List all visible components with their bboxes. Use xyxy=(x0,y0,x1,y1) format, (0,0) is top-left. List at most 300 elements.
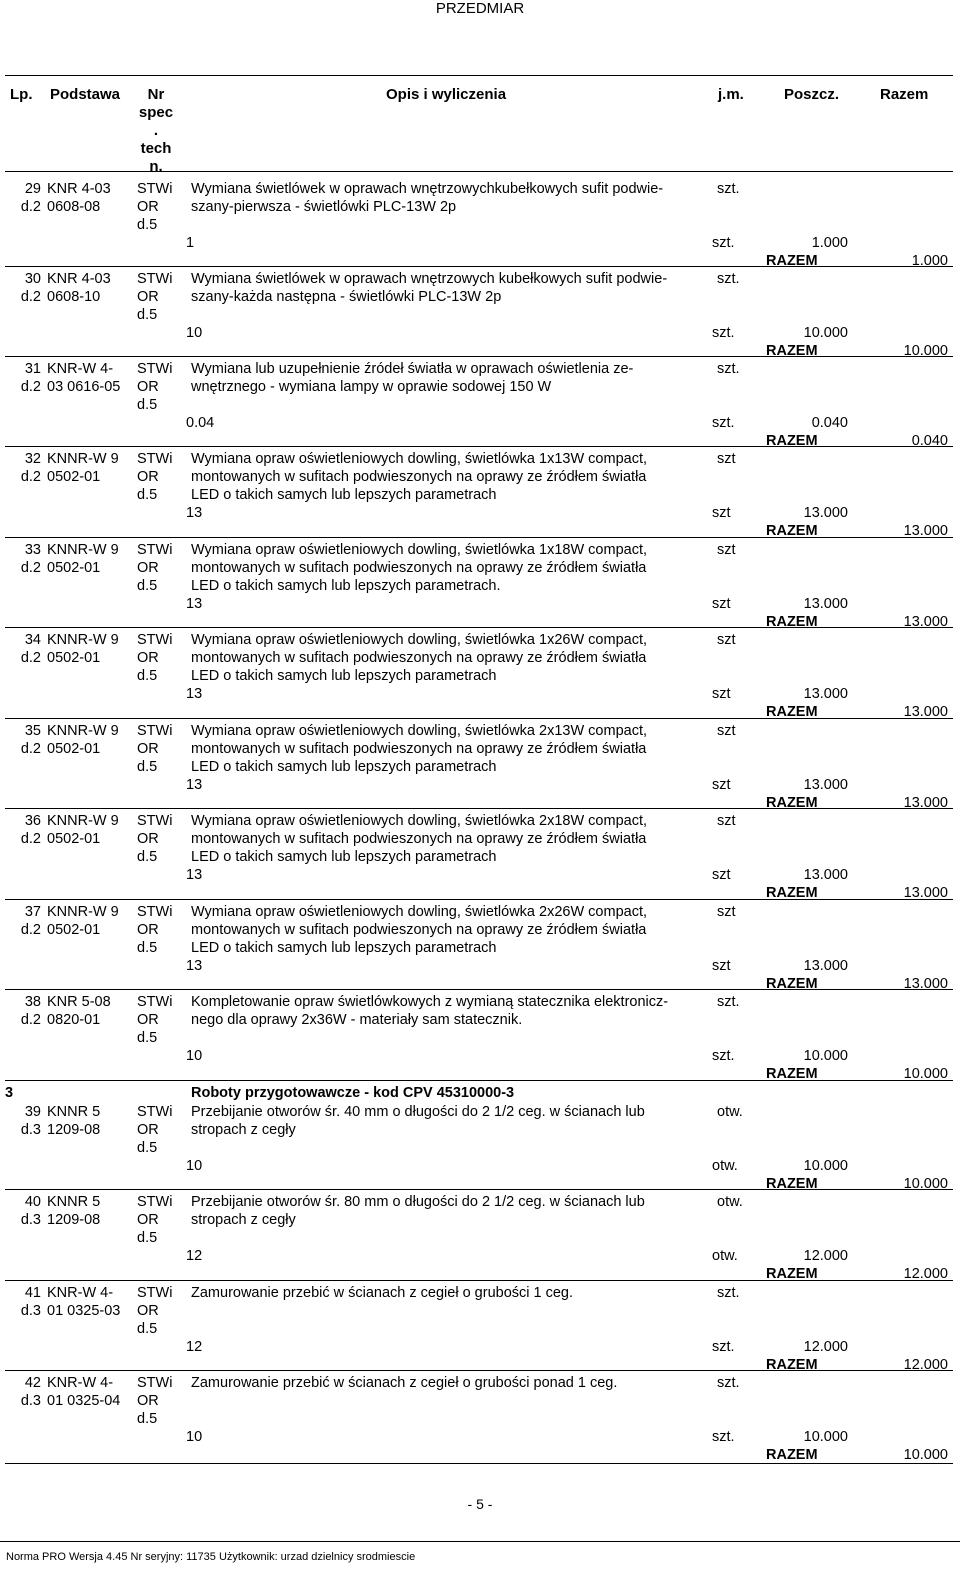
item-nr-spec-line: STWi xyxy=(137,361,173,377)
item-description-line: montowanych w sufitach podwieszonych na oprawy ze źródłem światła xyxy=(191,650,647,666)
item-podstawa xyxy=(47,1284,137,1320)
total-label: RAZEM xyxy=(766,976,818,992)
item-podstawa-line: KNR-W 4- xyxy=(47,1375,114,1391)
item-nr-spec-line: d.5 xyxy=(137,307,158,323)
calc-unit: szt xyxy=(712,596,731,612)
item-lp-line: d.2 xyxy=(20,289,41,305)
item-description-line: stropach z cegły xyxy=(191,1212,296,1228)
item-description-line: szany-każda następna - świetlówki PLC-13W 2p xyxy=(191,289,502,305)
header-top-rule xyxy=(5,75,953,76)
total-value: 10.000 xyxy=(903,1447,948,1463)
section-number: 3 xyxy=(5,1085,14,1101)
item-lp-line: d.2 xyxy=(20,831,41,847)
calc-value: 10 xyxy=(186,1048,203,1064)
item-podstawa-line: 0608-08 xyxy=(47,199,101,215)
calc-value: 12 xyxy=(186,1339,203,1355)
item-lp-line: 36 xyxy=(24,813,41,829)
total-label: RAZEM xyxy=(766,523,818,539)
item-podstawa-line: 01 0325-04 xyxy=(47,1393,121,1409)
col-header-lp: Lp. xyxy=(10,86,33,103)
item-lp-line: 37 xyxy=(24,904,41,920)
total-value: 13.000 xyxy=(903,885,948,901)
total-label: RAZEM xyxy=(766,1066,818,1082)
calc-partial: 12.000 xyxy=(803,1248,848,1264)
total-value: 0.040 xyxy=(911,433,948,449)
row-separator xyxy=(5,537,953,538)
col-header-opis: Opis i wyliczenia xyxy=(386,86,507,103)
item-nr-spec xyxy=(137,812,187,866)
item-unit: szt xyxy=(717,904,736,920)
item-nr-spec xyxy=(137,541,187,595)
item-lp-line: d.3 xyxy=(20,1122,41,1138)
item-podstawa xyxy=(47,631,137,667)
item-podstawa-line: KNNR-W 9 xyxy=(47,904,119,920)
item-podstawa-line: 0502-01 xyxy=(47,741,101,757)
item-lp xyxy=(5,1103,41,1139)
item-podstawa xyxy=(47,270,137,306)
item-unit: szt xyxy=(717,723,736,739)
item-unit: szt xyxy=(717,813,736,829)
item-nr-spec xyxy=(137,360,187,414)
item-nr-spec-line: OR xyxy=(137,1012,159,1028)
item-nr-spec-line: OR xyxy=(137,379,159,395)
calc-partial: 13.000 xyxy=(803,505,848,521)
calc-partial: 1.000 xyxy=(811,235,848,251)
item-description-line: Zamurowanie przebić w ścianach z cegieł o grubości ponad 1 ceg. xyxy=(191,1375,618,1391)
item-nr-spec-line: STWi xyxy=(137,994,173,1010)
item-unit: szt. xyxy=(717,181,740,197)
total-label: RAZEM xyxy=(766,795,818,811)
item-description xyxy=(191,270,701,306)
item-podstawa-line: 0502-01 xyxy=(47,831,101,847)
row-separator xyxy=(5,718,953,719)
item-description xyxy=(191,180,701,216)
item-description xyxy=(191,1284,701,1302)
item-description-line: szany-pierwsza - świetlówki PLC-13W 2p xyxy=(191,199,457,215)
item-nr-spec-line: STWi xyxy=(137,904,173,920)
item-nr-spec-line: STWi xyxy=(137,723,173,739)
item-description-line: Wymiana opraw oświetleniowych dowling, świetlówka 1x18W compact, xyxy=(191,542,647,558)
total-label: RAZEM xyxy=(766,885,818,901)
calc-partial: 12.000 xyxy=(803,1339,848,1355)
item-lp xyxy=(5,180,41,216)
footer-rule xyxy=(0,1541,960,1542)
item-description-line: Wymiana lub uzupełnienie źródeł światła w oprawach oświetlenia ze- xyxy=(191,361,634,377)
calc-unit: szt xyxy=(712,505,731,521)
item-podstawa-line: KNR 5-08 xyxy=(47,994,111,1010)
item-description-line: montowanych w sufitach podwieszonych na oprawy ze źródłem światła xyxy=(191,831,647,847)
total-label: RAZEM xyxy=(766,253,818,269)
item-nr-spec xyxy=(137,631,187,685)
item-podstawa-line: KNR 4-03 xyxy=(47,271,111,287)
item-podstawa-line: 01 0325-03 xyxy=(47,1303,121,1319)
item-description-line: Wymiana opraw oświetleniowych dowling, świetlówka 2x13W compact, xyxy=(191,723,647,739)
header-bottom-rule xyxy=(5,171,953,172)
item-lp-line: d.2 xyxy=(20,560,41,576)
item-lp-line: d.2 xyxy=(20,199,41,215)
total-value: 13.000 xyxy=(903,704,948,720)
item-lp-line: d.2 xyxy=(20,379,41,395)
item-description-line: LED o takich samych lub lepszych parametrach xyxy=(191,668,497,684)
item-lp-line: 34 xyxy=(24,632,41,648)
item-nr-spec xyxy=(137,450,187,504)
item-unit: otw. xyxy=(717,1194,743,1210)
item-description-line: LED o takich samych lub lepszych parametrach xyxy=(191,487,497,503)
calc-unit: szt xyxy=(712,867,731,883)
item-description xyxy=(191,993,701,1029)
item-nr-spec-line: OR xyxy=(137,199,159,215)
item-lp-line: 32 xyxy=(24,451,41,467)
item-podstawa xyxy=(47,993,137,1029)
item-description xyxy=(191,1193,701,1229)
total-label: RAZEM xyxy=(766,1447,818,1463)
item-nr-spec-line: d.5 xyxy=(137,1321,158,1337)
item-unit: szt. xyxy=(717,361,740,377)
row-separator xyxy=(5,446,953,447)
item-lp-line: d.2 xyxy=(20,741,41,757)
total-label: RAZEM xyxy=(766,614,818,630)
calc-partial: 13.000 xyxy=(803,867,848,883)
item-nr-spec-line: OR xyxy=(137,289,159,305)
item-unit: szt. xyxy=(717,1285,740,1301)
item-lp-line: d.2 xyxy=(20,650,41,666)
item-description xyxy=(191,450,701,504)
item-podstawa xyxy=(47,722,137,758)
calc-value: 10 xyxy=(186,1429,203,1445)
total-value: 10.000 xyxy=(903,343,948,359)
item-description-line: Przebijanie otworów śr. 40 mm o długości do 2 1/2 ceg. w ścianach lub xyxy=(191,1104,645,1120)
item-nr-spec-line: OR xyxy=(137,1212,159,1228)
row-separator xyxy=(5,1280,953,1281)
calc-partial: 10.000 xyxy=(803,1429,848,1445)
calc-value: 10 xyxy=(186,325,203,341)
calc-unit: szt xyxy=(712,686,731,702)
item-podstawa-line: KNR-W 4- xyxy=(47,1285,114,1301)
item-podstawa xyxy=(47,360,137,396)
total-label: RAZEM xyxy=(766,1176,818,1192)
item-description-line: LED o takich samych lub lepszych parametrach. xyxy=(191,578,501,594)
item-podstawa-line: KNNR 5 xyxy=(47,1104,101,1120)
item-unit: szt. xyxy=(717,271,740,287)
item-description-line: Przebijanie otworów śr. 80 mm o długości do 2 1/2 ceg. w ścianach lub xyxy=(191,1194,645,1210)
item-description-line: stropach z cegły xyxy=(191,1122,296,1138)
item-podstawa-line: KNNR-W 9 xyxy=(47,542,119,558)
total-value: 12.000 xyxy=(903,1357,948,1373)
item-nr-spec-line: d.5 xyxy=(137,759,158,775)
item-nr-spec-line: d.5 xyxy=(137,397,158,413)
item-nr-spec-line: STWi xyxy=(137,1375,173,1391)
col-header-nr-spec-line: n. xyxy=(149,158,163,175)
item-podstawa-line: 1209-08 xyxy=(47,1122,101,1138)
col-header-nr-spec xyxy=(138,86,174,176)
total-label: RAZEM xyxy=(766,433,818,449)
item-podstawa xyxy=(47,903,137,939)
item-podstawa-line: KNNR-W 9 xyxy=(47,632,119,648)
calc-partial: 10.000 xyxy=(803,1048,848,1064)
calc-partial: 13.000 xyxy=(803,686,848,702)
row-separator xyxy=(5,899,953,900)
item-lp-line: d.3 xyxy=(20,1393,41,1409)
item-description-line: LED o takich samych lub lepszych parametrach xyxy=(191,849,497,865)
calc-unit: szt. xyxy=(712,1429,735,1445)
item-unit: szt xyxy=(717,632,736,648)
calc-value: 13 xyxy=(186,686,203,702)
calc-unit: szt. xyxy=(712,325,735,341)
item-podstawa-line: 0502-01 xyxy=(47,469,101,485)
item-nr-spec-line: d.5 xyxy=(137,1140,158,1156)
calc-partial: 13.000 xyxy=(803,777,848,793)
row-separator xyxy=(5,1463,953,1464)
row-separator xyxy=(5,1370,953,1371)
item-nr-spec-line: OR xyxy=(137,831,159,847)
item-podstawa-line: 1209-08 xyxy=(47,1212,101,1228)
item-lp-line: 31 xyxy=(24,361,41,377)
item-lp xyxy=(5,812,41,848)
item-podstawa xyxy=(47,1103,137,1139)
item-description-line: nego dla oprawy 2x36W - materiały sam statecznik. xyxy=(191,1012,523,1028)
item-nr-spec-line: OR xyxy=(137,650,159,666)
item-description-line: montowanych w sufitach podwieszonych na oprawy ze źródłem światła xyxy=(191,922,647,938)
item-description-line: Zamurowanie przebić w ścianach z cegieł o grubości 1 ceg. xyxy=(191,1285,574,1301)
item-nr-spec-line: d.5 xyxy=(137,849,158,865)
item-lp-line: d.2 xyxy=(20,469,41,485)
row-separator xyxy=(5,1189,953,1190)
item-nr-spec-line: d.5 xyxy=(137,1030,158,1046)
calc-value: 0.04 xyxy=(186,415,215,431)
calc-partial: 10.000 xyxy=(803,1158,848,1174)
calc-value: 1 xyxy=(186,235,195,251)
item-lp-line: d.3 xyxy=(20,1303,41,1319)
col-header-nr-spec-line: Nr xyxy=(147,86,165,103)
row-separator xyxy=(5,266,953,267)
item-description-line: montowanych w sufitach podwieszonych na oprawy ze źródłem światła xyxy=(191,560,647,576)
item-unit: szt xyxy=(717,451,736,467)
col-header-podstawa: Podstawa xyxy=(50,86,121,103)
item-lp-line: d.3 xyxy=(20,1212,41,1228)
item-nr-spec-line: STWi xyxy=(137,1104,173,1120)
item-lp xyxy=(5,1193,41,1229)
item-podstawa-line: 0502-01 xyxy=(47,922,101,938)
calc-unit: otw. xyxy=(712,1248,738,1264)
item-description xyxy=(191,722,701,776)
item-nr-spec-line: d.5 xyxy=(137,217,158,233)
item-lp xyxy=(5,993,41,1029)
item-nr-spec-line: d.5 xyxy=(137,487,158,503)
item-podstawa-line: 0502-01 xyxy=(47,650,101,666)
calc-value: 13 xyxy=(186,505,203,521)
item-podstawa xyxy=(47,180,137,216)
item-podstawa-line: 03 0616-05 xyxy=(47,379,121,395)
item-nr-spec-line: STWi xyxy=(137,1285,173,1301)
item-lp-line: d.2 xyxy=(20,922,41,938)
calc-partial: 10.000 xyxy=(803,325,848,341)
item-description-line: Wymiana opraw oświetleniowych dowling, świetlówka 2x18W compact, xyxy=(191,813,647,829)
total-value: 13.000 xyxy=(903,976,948,992)
col-header-nr-spec-line: spec xyxy=(138,104,174,121)
item-nr-spec-line: d.5 xyxy=(137,940,158,956)
item-description xyxy=(191,541,701,595)
item-lp-line: 40 xyxy=(24,1194,41,1210)
item-unit: szt. xyxy=(717,994,740,1010)
item-nr-spec-line: STWi xyxy=(137,181,173,197)
calc-unit: otw. xyxy=(712,1158,738,1174)
item-nr-spec-line: OR xyxy=(137,560,159,576)
item-lp-line: 39 xyxy=(24,1104,41,1120)
item-podstawa-line: KNNR-W 9 xyxy=(47,723,119,739)
item-podstawa-line: KNNR 5 xyxy=(47,1194,101,1210)
total-value: 1.000 xyxy=(911,253,948,269)
item-nr-spec-line: OR xyxy=(137,922,159,938)
item-unit: szt. xyxy=(717,1375,740,1391)
calc-unit: szt. xyxy=(712,1339,735,1355)
item-podstawa xyxy=(47,541,137,577)
item-description-line: Wymiana opraw oświetleniowych dowling, świetlówka 1x13W compact, xyxy=(191,451,647,467)
item-description-line: Wymiana opraw oświetleniowych dowling, świetlówka 2x26W compact, xyxy=(191,904,647,920)
item-nr-spec-line: STWi xyxy=(137,632,173,648)
calc-value: 12 xyxy=(186,1248,203,1264)
item-lp-line: 42 xyxy=(24,1375,41,1391)
item-nr-spec xyxy=(137,1284,187,1338)
item-description xyxy=(191,812,701,866)
item-nr-spec-line: STWi xyxy=(137,813,173,829)
item-nr-spec-line: STWi xyxy=(137,451,173,467)
item-nr-spec xyxy=(137,1103,187,1157)
item-lp xyxy=(5,631,41,667)
total-label: RAZEM xyxy=(766,343,818,359)
item-nr-spec xyxy=(137,270,187,324)
item-unit: szt xyxy=(717,542,736,558)
row-separator xyxy=(5,808,953,809)
item-description xyxy=(191,631,701,685)
item-lp-line: 35 xyxy=(24,723,41,739)
item-lp xyxy=(5,1374,41,1410)
total-value: 10.000 xyxy=(903,1066,948,1082)
item-nr-spec xyxy=(137,1193,187,1247)
item-podstawa-line: KNNR-W 9 xyxy=(47,451,119,467)
item-podstawa-line: KNNR-W 9 xyxy=(47,813,119,829)
item-lp-line: d.2 xyxy=(20,1012,41,1028)
calc-value: 13 xyxy=(186,958,203,974)
item-lp-line: 29 xyxy=(24,181,41,197)
total-value: 13.000 xyxy=(903,795,948,811)
total-label: RAZEM xyxy=(766,1266,818,1282)
item-nr-spec-line: d.5 xyxy=(137,668,158,684)
item-description-line: LED o takich samych lub lepszych parametrach xyxy=(191,940,497,956)
calc-unit: szt. xyxy=(712,415,735,431)
col-header-jm: j.m. xyxy=(718,86,744,103)
item-lp xyxy=(5,722,41,758)
page-number: - 5 - xyxy=(467,1496,493,1512)
item-description-line: montowanych w sufitach podwieszonych na oprawy ze źródłem światła xyxy=(191,741,647,757)
item-podstawa-line: 0608-10 xyxy=(47,289,101,305)
item-nr-spec-line: OR xyxy=(137,1303,159,1319)
item-description xyxy=(191,903,701,957)
item-description-line: wnętrznego - wymiana lampy w oprawie sodowej 150 W xyxy=(191,379,552,395)
calc-value: 10 xyxy=(186,1158,203,1174)
item-description-line: Wymiana świetlówek w oprawach wnętrzowych kubełkowych sufit podwie- xyxy=(191,271,668,287)
item-podstawa xyxy=(47,1193,137,1229)
col-header-nr-spec-line: tech xyxy=(140,140,172,157)
total-value: 13.000 xyxy=(903,523,948,539)
item-description-line: montowanych w sufitach podwieszonych na oprawy ze źródłem światła xyxy=(191,469,647,485)
total-label: RAZEM xyxy=(766,704,818,720)
col-header-nr-spec-line: . xyxy=(153,122,159,139)
col-header-razem: Razem xyxy=(880,86,929,103)
item-podstawa xyxy=(47,450,137,486)
item-lp-line: 33 xyxy=(24,542,41,558)
item-nr-spec xyxy=(137,722,187,776)
item-podstawa xyxy=(47,812,137,848)
item-description-line: LED o takich samych lub lepszych parametrach xyxy=(191,759,497,775)
item-description xyxy=(191,1374,701,1392)
item-podstawa-line: 0820-01 xyxy=(47,1012,101,1028)
item-unit: otw. xyxy=(717,1104,743,1120)
page-header-title: PRZEDMIAR xyxy=(435,0,525,17)
item-description-line: Wymiana opraw oświetleniowych dowling, świetlówka 1x26W compact, xyxy=(191,632,647,648)
row-separator xyxy=(5,1080,953,1081)
item-nr-spec-line: d.5 xyxy=(137,1230,158,1246)
item-nr-spec-line: OR xyxy=(137,741,159,757)
calc-unit: szt xyxy=(712,777,731,793)
total-value: 10.000 xyxy=(903,1176,948,1192)
item-lp-line: 38 xyxy=(24,994,41,1010)
item-description-line: Kompletowanie opraw świetlówkowych z wymianą statecznika elektronicz- xyxy=(191,994,669,1010)
item-podstawa-line: KNR 4-03 xyxy=(47,181,111,197)
item-nr-spec xyxy=(137,180,187,234)
item-description xyxy=(191,1103,701,1139)
calc-partial: 13.000 xyxy=(803,596,848,612)
item-nr-spec-line: STWi xyxy=(137,271,173,287)
item-nr-spec-line: OR xyxy=(137,1122,159,1138)
item-description-line: Wymiana świetlówek w oprawach wnętrzowychkubełkowych sufit podwie- xyxy=(191,181,664,197)
calc-unit: szt xyxy=(712,958,731,974)
calc-partial: 0.040 xyxy=(811,415,848,431)
item-lp-line: 30 xyxy=(24,271,41,287)
total-value: 12.000 xyxy=(903,1266,948,1282)
item-nr-spec-line: OR xyxy=(137,1393,159,1409)
item-nr-spec-line: d.5 xyxy=(137,1411,158,1427)
item-lp xyxy=(5,360,41,396)
item-podstawa-line: KNR-W 4- xyxy=(47,361,114,377)
item-lp-line: 41 xyxy=(24,1285,41,1301)
item-lp xyxy=(5,450,41,486)
item-description xyxy=(191,360,701,396)
item-lp xyxy=(5,903,41,939)
calc-value: 13 xyxy=(186,777,203,793)
total-label: RAZEM xyxy=(766,1357,818,1373)
row-separator xyxy=(5,627,953,628)
item-nr-spec-line: STWi xyxy=(137,542,173,558)
item-lp xyxy=(5,1284,41,1320)
item-podstawa-line: 0502-01 xyxy=(47,560,101,576)
item-nr-spec-line: OR xyxy=(137,469,159,485)
item-nr-spec-line: d.5 xyxy=(137,578,158,594)
total-value: 13.000 xyxy=(903,614,948,630)
calc-partial: 13.000 xyxy=(803,958,848,974)
item-lp xyxy=(5,541,41,577)
calc-unit: szt. xyxy=(712,235,735,251)
footer-software-info: Norma PRO Wersja 4.45 Nr seryjny: 11735 Użytkownik: urzad dzielnicy srodmiescie xyxy=(6,1551,416,1563)
calc-value: 13 xyxy=(186,867,203,883)
calc-unit: szt. xyxy=(712,1048,735,1064)
col-header-poszcz: Poszcz. xyxy=(784,86,840,103)
item-nr-spec xyxy=(137,903,187,957)
section-title: Roboty przygotowawcze - kod CPV 45310000-3 xyxy=(191,1085,515,1101)
item-nr-spec xyxy=(137,1374,187,1428)
item-lp xyxy=(5,270,41,306)
item-nr-spec-line: STWi xyxy=(137,1194,173,1210)
item-nr-spec xyxy=(137,993,187,1047)
